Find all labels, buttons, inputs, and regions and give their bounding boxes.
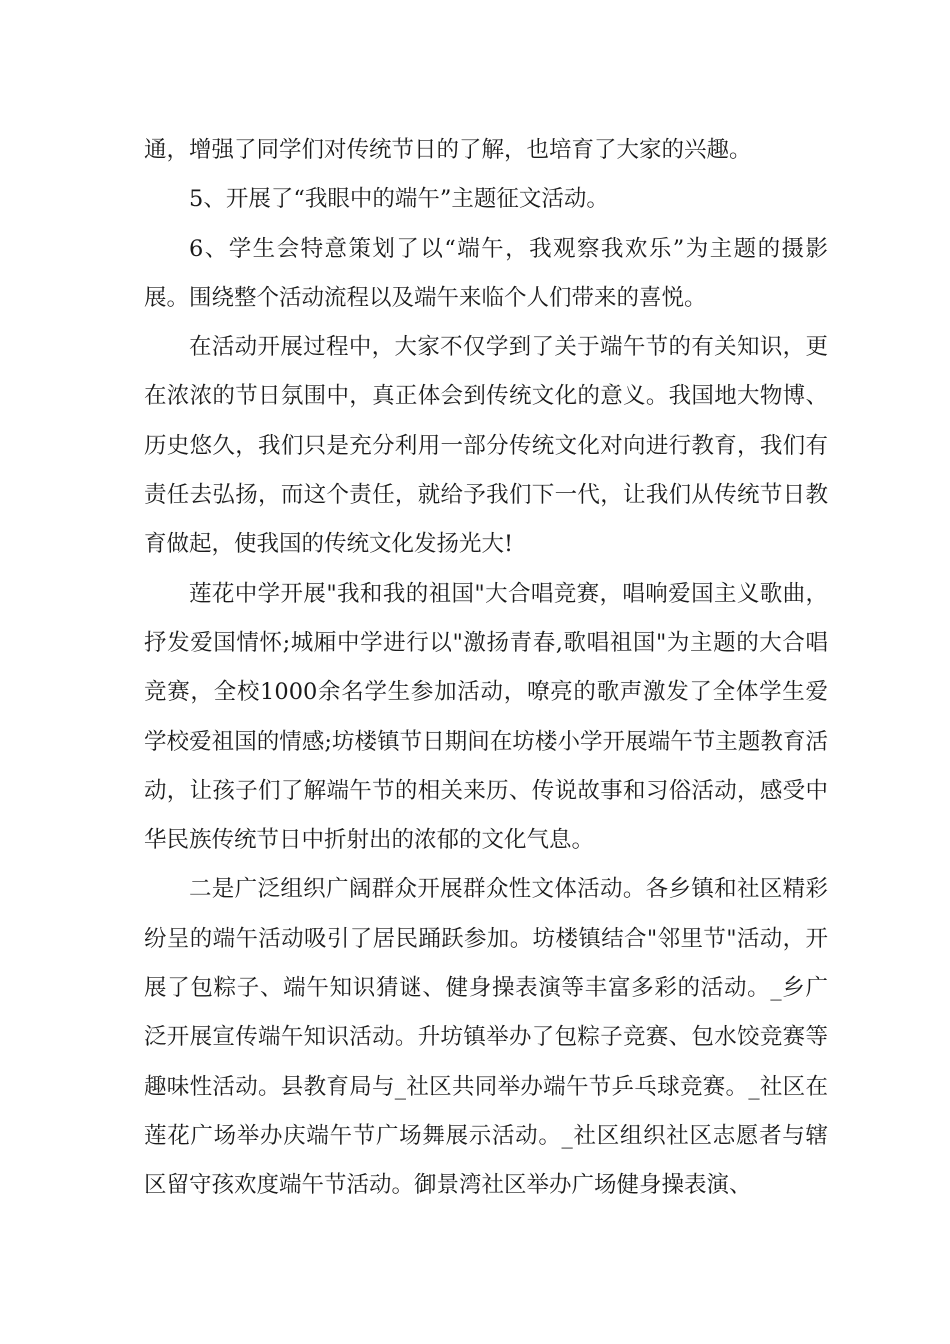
paragraph-schools: 莲花中学开展"我和我的祖国"大合唱竞赛，唱响爱国主义歌曲，抒发爱国情怀;城厢中学进行以"激扬青春,歌唱祖国"为主题的大合唱竞赛，全校1000余名学生参加活动，嘹亮的歌声激发了全体学生爱学校爱祖国的情感;坊楼镇节日期间在坊楼小学开展端午节主题教育活动，让孩子们了解端午节的相关来历、传说故事和习俗活动，感受中华民族传统节日中折射出的浓郁的文化气息。 xyxy=(144,580,828,854)
paragraph-item-5: 5、开展了“我眼中的端午”主题征文活动。 xyxy=(189,186,609,213)
paragraph-community: 二是广泛组织广阔群众开展群众性文体活动。各乡镇和社区精彩纷呈的端午活动吸引了居民踊跃参加。坊楼镇结合"邻里节"活动，开展了包粽子、端午知识猜谜、健身操表演等丰富多彩的活动。_乡广泛开展宣传端午知识活动。升坊镇举办了包粽子竞赛、包水饺竞赛等趣味性活动。县教育局与_社区共同举办端午节乒乓球竞赛。_社区在莲花广场举办庆端午节广场舞展示活动。_社区组织社区志愿者与辖区留守孩欢度端午节活动。御景湾社区举办广场健身操表演、 xyxy=(144,876,828,1199)
paragraph-summary: 在活动开展过程中，大家不仅学到了关于端午节的有关知识，更在浓浓的节日氛围中，真正体会到传统文化的意义。我国地大物博、历史悠久，我们只是充分利用一部分传统文化对向进行教育，我们有责任去弘扬，而这个责任，就给予我们下一代，让我们从传统节日教育做起，使我国的传统文化发扬光大! xyxy=(144,334,828,558)
paragraph-item-6: 6、学生会特意策划了以“端午，我观察我欢乐”为主题的摄影展。围绕整个活动流程以及端午来临个人们带来的喜悦。 xyxy=(144,235,828,311)
paragraph-continuation: 通，增强了同学们对传统节日的了解，也培育了大家的兴趣。 xyxy=(144,137,752,163)
document-body xyxy=(144,126,828,1211)
